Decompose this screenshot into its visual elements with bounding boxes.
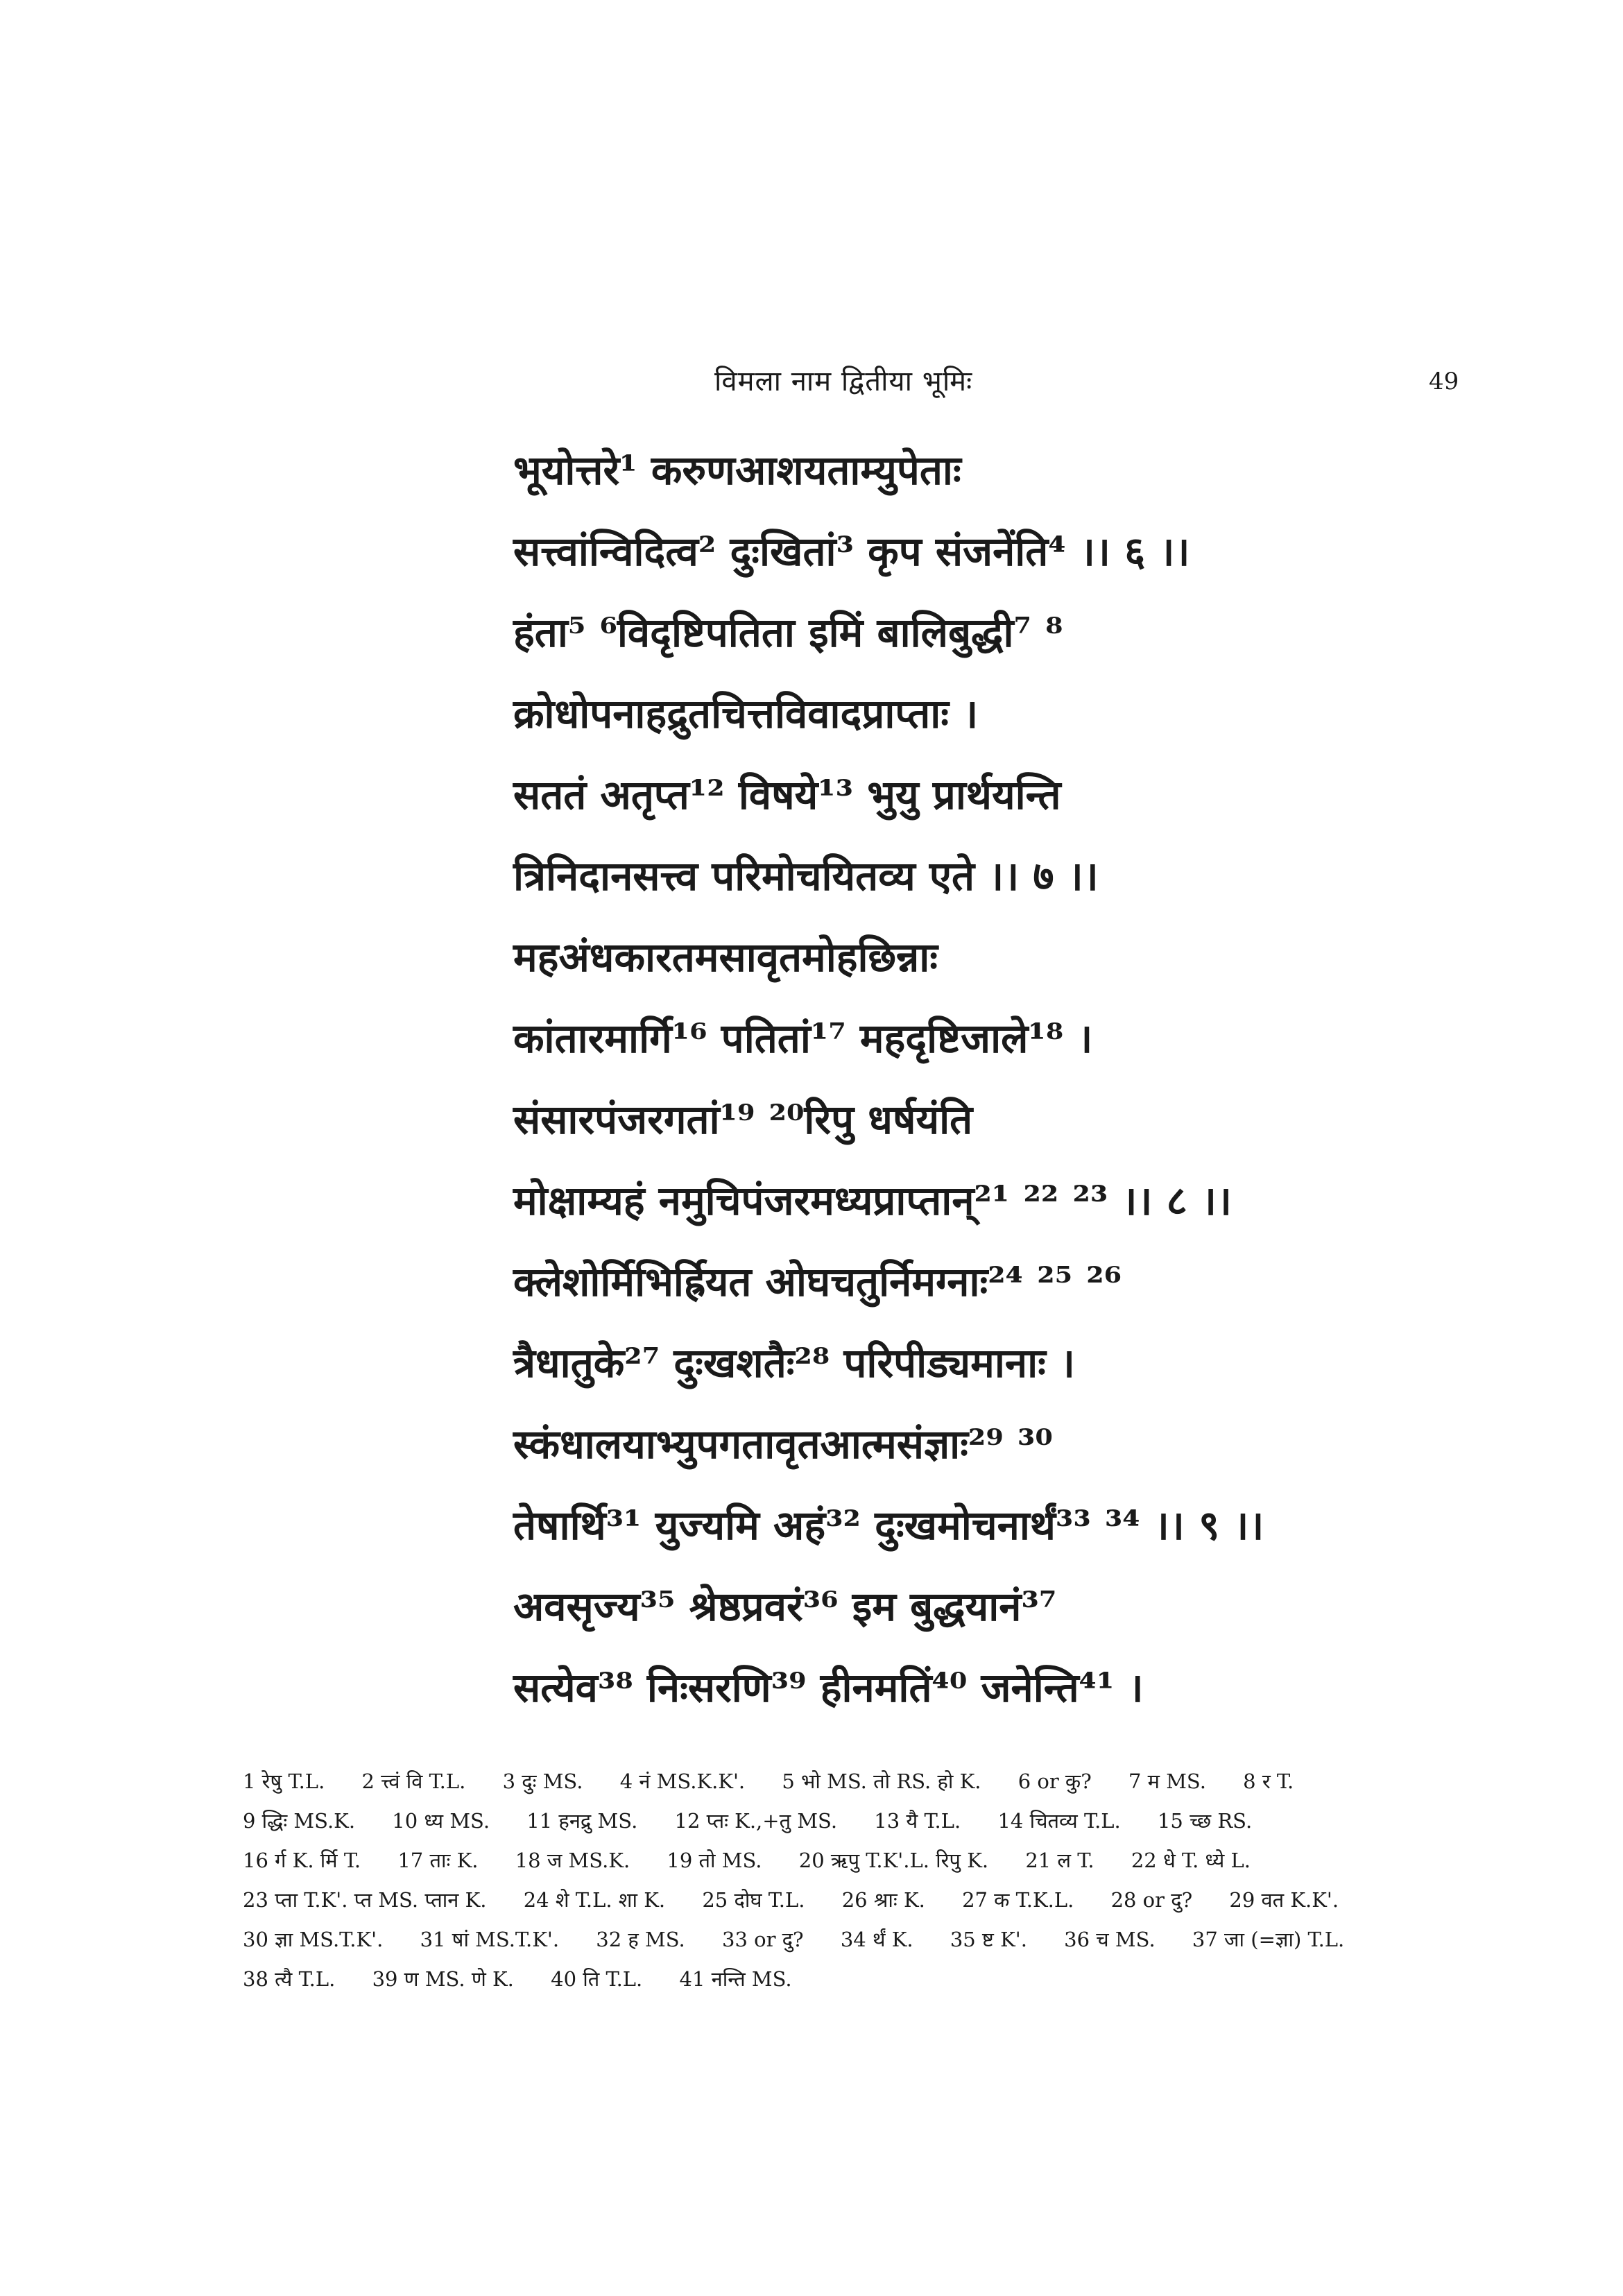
footnote: 31 षां MS.T.K'.: [420, 1928, 560, 1951]
footnote: 35 ष्ट K'.: [950, 1928, 1027, 1951]
footnote: 16 र्ग K. र्मि T.: [243, 1849, 361, 1872]
footnote: 7 म MS.: [1128, 1770, 1206, 1793]
footnote: 12 प्तः K.,+तु MS.: [674, 1809, 838, 1833]
footnote: 22 धे T. ध्ये L.: [1131, 1849, 1251, 1872]
footnote: 18 ज MS.K.: [515, 1849, 630, 1872]
footnote: 20 ऋपु T.K'.L. रिपु K.: [798, 1849, 989, 1872]
verse-line: संसारपंजरगतां¹⁹ ²⁰रिपु धर्षयंति: [513, 1096, 973, 1143]
verse-line: तेषार्थि³¹ युज्यमि अहं³² दुःखमोचनार्थं³³ ³⁴ ।। ९ ।।: [513, 1502, 1264, 1549]
footnote: 39 ण MS. णे K.: [372, 1967, 514, 1991]
verse-line: त्रैधातुके²⁷ दुःखशतैः²⁸ परिपीड्यमानाः ।: [513, 1339, 1075, 1387]
page-title: विमला नाम द्वितीया भूमिः: [714, 366, 973, 397]
footnote: 28 or दु?: [1110, 1888, 1193, 1912]
footnote: 30 ज्ञा MS.T.K'.: [243, 1928, 384, 1951]
footnote: 23 प्ता T.K'. प्त MS. प्तान K.: [243, 1888, 487, 1912]
page-number: 49: [1429, 368, 1459, 395]
footnote: 5 भो MS. तो RS. हो K.: [782, 1770, 981, 1793]
footnote: 41 नन्ति MS.: [679, 1967, 792, 1991]
verse-line: महअंधकारतमसावृतमोहछिन्नाः: [513, 934, 938, 981]
footnote: 9 द्धिः MS.K.: [243, 1809, 356, 1833]
verse-block: [513, 430, 1554, 1729]
verse-line: स्कंधालयाभ्युपगतावृतआत्मसंज्ञाः²⁹ ³⁰: [513, 1421, 1053, 1468]
verse-line: क्लेशोर्मिभिर्ह्रियत ओघचतुर्निमग्नाः²⁴ ²⁵ ²⁶: [513, 1258, 1122, 1305]
footnote: 36 च MS.: [1064, 1928, 1156, 1951]
footnote: 10 ध्य MS.: [392, 1809, 490, 1833]
footnote: 3 दुः MS.: [502, 1770, 583, 1793]
verse-line: सत्त्वांन्विदित्व² दुःखितां³ कृप संजनेंति⁴ ।। ६ ।।: [513, 528, 1190, 575]
footnote: 32 ह MS.: [596, 1928, 685, 1951]
footnote: 25 दोघ T.L.: [702, 1888, 805, 1912]
footnote: 8 र T.: [1243, 1770, 1294, 1793]
footnote: 4 नं MS.K.K'.: [619, 1770, 746, 1793]
footnote: 13 यै T.L.: [874, 1809, 961, 1833]
footnote: 15 च्छ RS.: [1157, 1809, 1253, 1833]
verse-line: अवसृज्य³⁵ श्रेष्ठप्रवरं³⁶ इम बुद्धयानं³⁷: [513, 1583, 1057, 1630]
footnote: 26 श्राः K.: [841, 1888, 925, 1912]
verse-line: सत्येव³⁸ निःसरणि³⁹ हीनमतिं⁴⁰ जनेन्ति⁴¹ ।: [513, 1664, 1144, 1711]
footnote: 38 त्यै T.L.: [243, 1967, 336, 1991]
verse-line: कांतारमार्गि¹⁶ पतितां¹⁷ महदृष्टिजाले¹⁸ ।: [513, 1015, 1093, 1062]
footnote: 6 or कु?: [1017, 1770, 1092, 1793]
footnote: 21 ल T.: [1025, 1849, 1094, 1872]
footnote: 27 क T.K.L.: [962, 1888, 1074, 1912]
footnote: 34 र्थं K.: [840, 1928, 913, 1951]
footnote: 29 वत K.K'.: [1229, 1888, 1339, 1912]
verse-line: मोक्षाम्यहं नमुचिपंजरमध्यप्राप्तान्²¹ ²² ²³ ।। ८ ।।: [513, 1177, 1232, 1224]
footnote: 40 ति T.L.: [551, 1967, 643, 1991]
footnote: 24 शे T.L. शा K.: [523, 1888, 666, 1912]
footnote: 14 चितव्य T.L.: [997, 1809, 1121, 1833]
footnotes: [243, 1762, 1436, 1999]
footnote: 2 त्त्वं वि T.L.: [361, 1770, 466, 1793]
verse-line: सततं अतृप्त¹² विषये¹³ भुयु प्रार्थयन्ति: [513, 771, 1061, 819]
verse-line: त्रिनिदानसत्त्व परिमोचयितव्य एते ।। ७ ।।: [513, 853, 1099, 900]
footnote: 37 जा (=ज्ञा) T.L.: [1192, 1928, 1345, 1951]
verse-line: हंता⁵ ⁶विदृष्टिपतिता इमिं बालिबुद्धी⁷ ⁸: [513, 609, 1063, 656]
footnote: 1 रेषु T.L.: [243, 1770, 325, 1793]
footnote: 19 तो MS.: [667, 1849, 762, 1872]
verse-line: क्रोधोपनाहद्रुतचित्तविवादप्राप्ताः ।: [513, 690, 979, 737]
footnote: 17 ताः K.: [397, 1849, 479, 1872]
footnote: 33 or दु?: [722, 1928, 804, 1951]
footnote: 11 हनद्रु MS.: [526, 1809, 638, 1833]
verse-line: भूयोत्तरे¹ करुणआशयताम्युपेताः: [513, 447, 961, 494]
